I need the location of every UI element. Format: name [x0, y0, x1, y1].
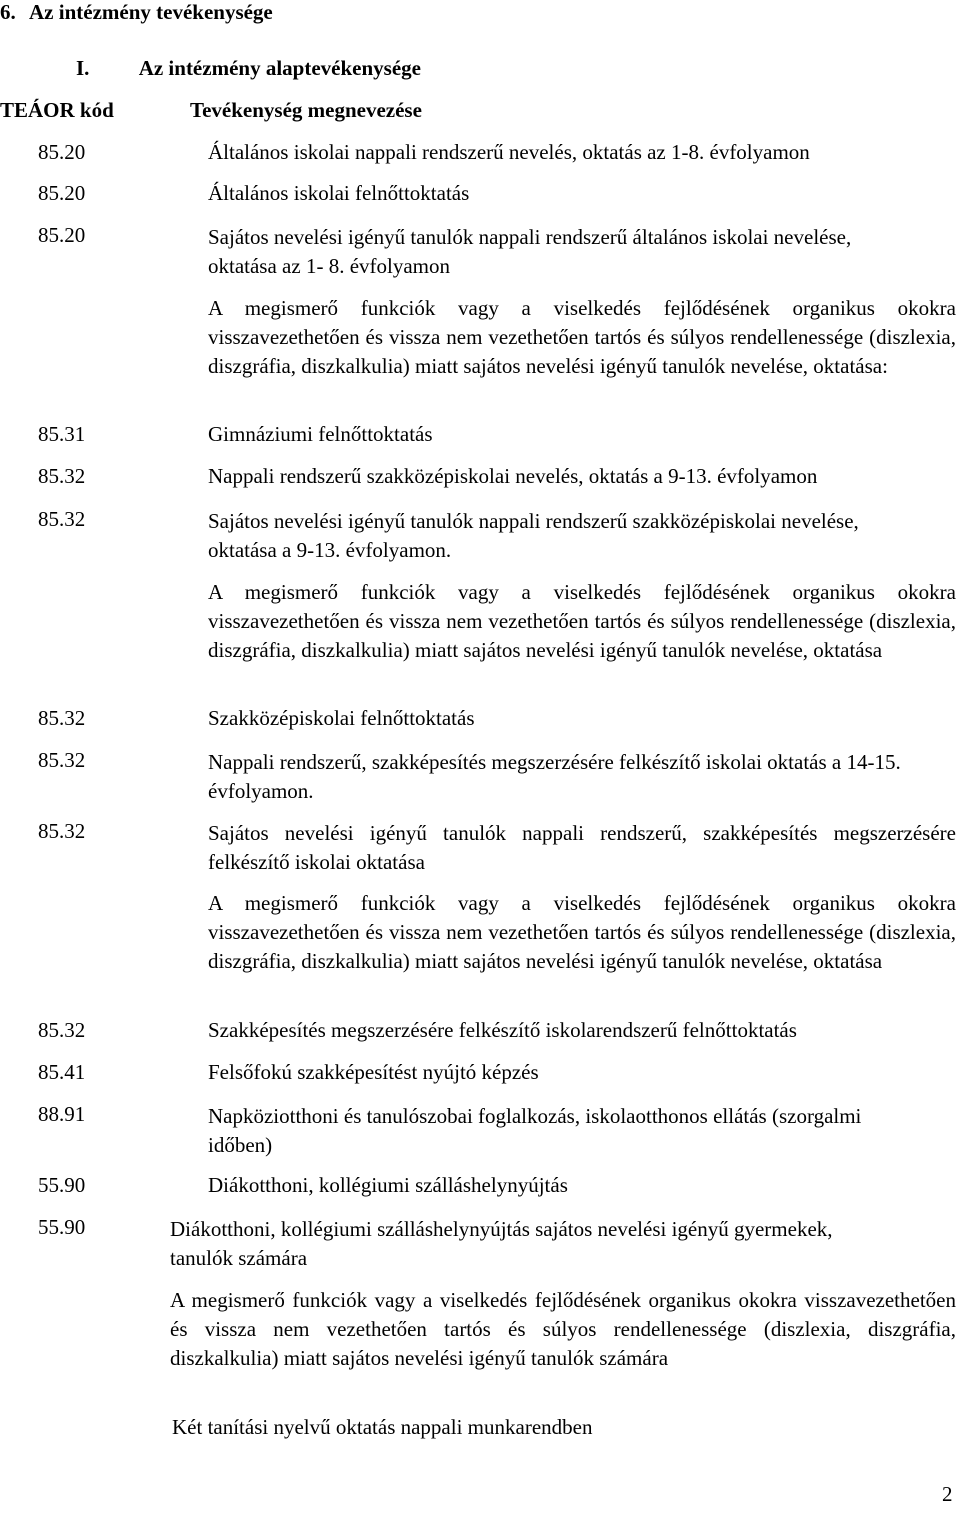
- row-code: 85.20: [38, 140, 86, 164]
- row-code: 85.20: [38, 223, 86, 247]
- row-code: 85.20: [38, 181, 86, 205]
- row-code: 85.32: [38, 706, 86, 730]
- row-code: 55.90: [38, 1173, 86, 1197]
- row-code: 85.32: [38, 464, 86, 488]
- section-heading: [0, 0, 273, 25]
- table-header-name: Tevékenység megnevezése: [190, 98, 422, 122]
- row-note: A megismerő funkciók vagy a viselkedés fejlődésének organikus okokra visszavezethetően és vissza nem vezethetően tartós és súlyos rendellenessége (diszlexia, diszgráfia, diszkalkulia) miatt sajátos nevelési igényű tanulók nevelése, oktatása: [208, 891, 956, 973]
- row-code: 85.31: [38, 422, 86, 446]
- row-note: Két tanítási nyelvű oktatás nappali munkarendben: [172, 1415, 593, 1439]
- row-text: Sajátos nevelési igényű tanulók nappali rendszerű, szakképesítés megszerzésére felkészítő iskolai oktatása: [208, 821, 956, 874]
- row-text: Nappali rendszerű, szakképesítés megszerzésére felkészítő iskolai oktatás a 14-15. évfolyamon.: [208, 750, 901, 803]
- section-number: 6.: [0, 0, 16, 24]
- row-code: 85.32: [38, 1018, 86, 1042]
- row-code: 85.32: [38, 819, 86, 843]
- table-header-code: TEÁOR kód: [0, 98, 114, 122]
- row-text: Gimnáziumi felnőttoktatás: [208, 422, 433, 446]
- row-text: Általános iskolai nappali rendszerű nevelés, oktatás az 1-8. évfolyamon: [208, 140, 810, 164]
- row-text: Szakközépiskolai felnőttoktatás: [208, 706, 475, 730]
- page-number: 2: [942, 1482, 953, 1506]
- row-text: Általános iskolai felnőttoktatás: [208, 181, 470, 205]
- row-code: 85.32: [38, 507, 86, 531]
- row-code: 55.90: [38, 1215, 86, 1239]
- row-text: Napköziotthoni és tanulószobai foglalkozás, iskolaotthonos ellátás (szorgalmi időben): [208, 1104, 862, 1157]
- row-text: Diákotthoni, kollégiumi szálláshelynyújtás sajátos nevelési igényű gyermekek, tanulók számára: [170, 1217, 833, 1270]
- row-note: A megismerő funkciók vagy a viselkedés fejlődésének organikus okokra visszavezethetően és vissza nem vezethetően tartós és súlyos rendellenessége (diszlexia, diszgráfia, diszkalkulia) miatt sajátos nevelési igényű tanulók nevelése, oktatása: [208, 580, 956, 662]
- row-note: A megismerő funkciók vagy a viselkedés fejlődésének organikus okokra visszavezethetően és vissza nem vezethetően tartós és súlyos rendellenessége (diszlexia, diszgráfia, diszkalkulia) miatt sajátos nevelési igényű tanulók számára: [170, 1288, 956, 1370]
- row-text: Sajátos nevelési igényű tanulók nappali rendszerű szakközépiskolai nevelése, oktatása a 9-13. évfolyamon.: [208, 509, 859, 562]
- subsection-numeral: I.: [76, 56, 90, 80]
- row-text: Felsőfokú szakképesítést nyújtó képzés: [208, 1060, 539, 1084]
- subsection-title: Az intézmény alaptevékenysége: [138, 56, 421, 80]
- row-note: A megismerő funkciók vagy a viselkedés fejlődésének organikus okokra visszavezethetően és vissza nem vezethetően tartós és súlyos rendellenessége (diszlexia, diszgráfia, diszkalkulia) miatt sajátos nevelési igényű tanulók nevelése, oktatása:: [208, 296, 956, 378]
- subsection-heading: [76, 56, 421, 81]
- row-text: Szakképesítés megszerzésére felkészítő iskolarendszerű felnőttoktatás: [208, 1018, 797, 1042]
- row-code: 88.91: [38, 1102, 86, 1126]
- row-text: Nappali rendszerű szakközépiskolai nevelés, oktatás a 9-13. évfolyamon: [208, 464, 818, 488]
- row-text: Diákotthoni, kollégiumi szálláshelynyújtás: [208, 1173, 568, 1197]
- row-text: Sajátos nevelési igényű tanulók nappali rendszerű általános iskolai nevelése, oktatása az 1- 8. évfolyamon: [208, 225, 852, 278]
- section-title: Az intézmény tevékenysége: [29, 0, 273, 24]
- row-code: 85.32: [38, 748, 86, 772]
- row-code: 85.41: [38, 1060, 86, 1084]
